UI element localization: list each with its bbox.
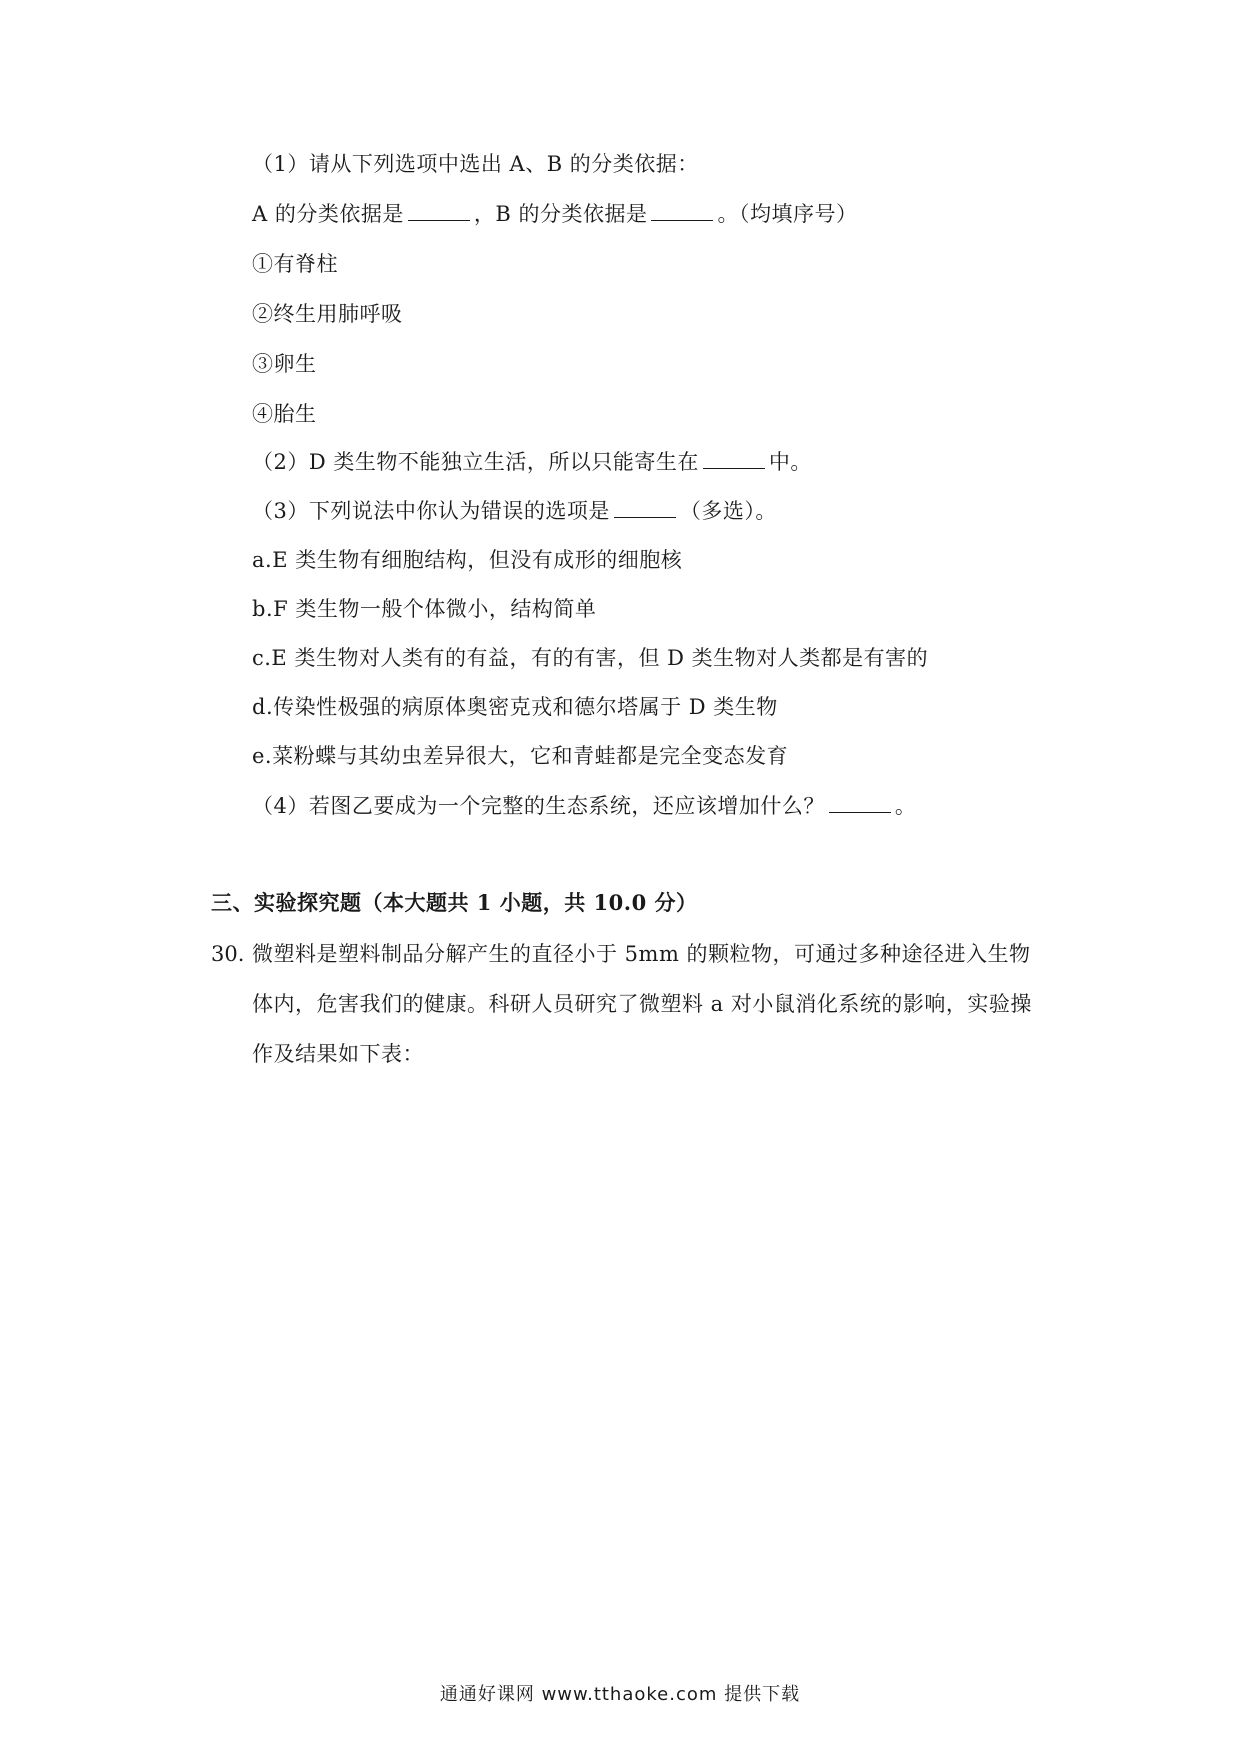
answer-blank-sub4[interactable]: [829, 792, 891, 813]
q29-sub3-suffix: （多选）。: [679, 499, 777, 523]
option-item: ②终生用肺呼吸: [252, 302, 403, 326]
q29-sub4-prefix: （4）若图乙要成为一个完整的生态系统，还应该增加什么？: [252, 794, 825, 818]
q29-sub1-answer-line: [252, 200, 857, 228]
q29-sub3: [252, 497, 777, 525]
q29-sub1-b-prefix: ，B 的分类依据是: [473, 202, 648, 226]
q29-sub1-suffix: 。（均填序号）: [717, 202, 858, 226]
q29-sub2-prefix: （2）D 类生物不能独立生活，所以只能寄生在: [252, 450, 699, 474]
page-footer: 通通好课网 www.tthaoke.com 提供下载: [439, 1684, 801, 1705]
statement-item: b.F 类生物一般个体微小，结构简单: [252, 597, 597, 621]
q29-sub4: [252, 792, 916, 820]
statement-item: e.菜粉蝶与其幼虫差异很大，它和青蛙都是完全变态发育: [252, 744, 789, 768]
q30-line: 体内，危害我们的健康。科研人员研究了微塑料 a 对小鼠消化系统的影响，实验操: [252, 992, 1032, 1016]
answer-blank-sub2[interactable]: [703, 448, 765, 469]
statement-item: a.E 类生物有细胞结构，但没有成形的细胞核: [252, 548, 683, 572]
section-heading: 三、实验探究题（本大题共 1 小题，共 10.0 分）: [211, 890, 698, 915]
q29-sub4-suffix: 。: [894, 794, 917, 818]
option-item: ④胎生: [252, 402, 317, 426]
option-item: ①有脊柱: [252, 252, 338, 276]
q29-sub1-a-prefix: A 的分类依据是: [252, 202, 404, 226]
statement-item: d.传染性极强的病原体奥密克戎和德尔塔属于 D 类生物: [252, 695, 778, 719]
option-item: ③卵生: [252, 352, 317, 376]
answer-blank-a[interactable]: [408, 200, 470, 221]
q30-line: 微塑料是塑料制品分解产生的直径小于 5mm 的颗粒物，可通过多种途径进入生物: [252, 942, 1031, 966]
answer-blank-b[interactable]: [651, 200, 713, 221]
q29-sub1-intro: （1）请从下列选项中选出 A、B 的分类依据：: [252, 152, 699, 176]
q29-sub2-suffix: 中。: [768, 450, 812, 474]
question-number: 30.: [211, 942, 245, 966]
answer-blank-sub3[interactable]: [614, 497, 676, 518]
q30-line: 作及结果如下表：: [252, 1042, 424, 1066]
q29-sub2: [252, 448, 812, 476]
q29-sub3-prefix: （3）下列说法中你认为错误的选项是: [252, 499, 610, 523]
statement-item: c.E 类生物对人类有的有益，有的有害，但 D 类生物对人类都是有害的: [252, 646, 929, 670]
